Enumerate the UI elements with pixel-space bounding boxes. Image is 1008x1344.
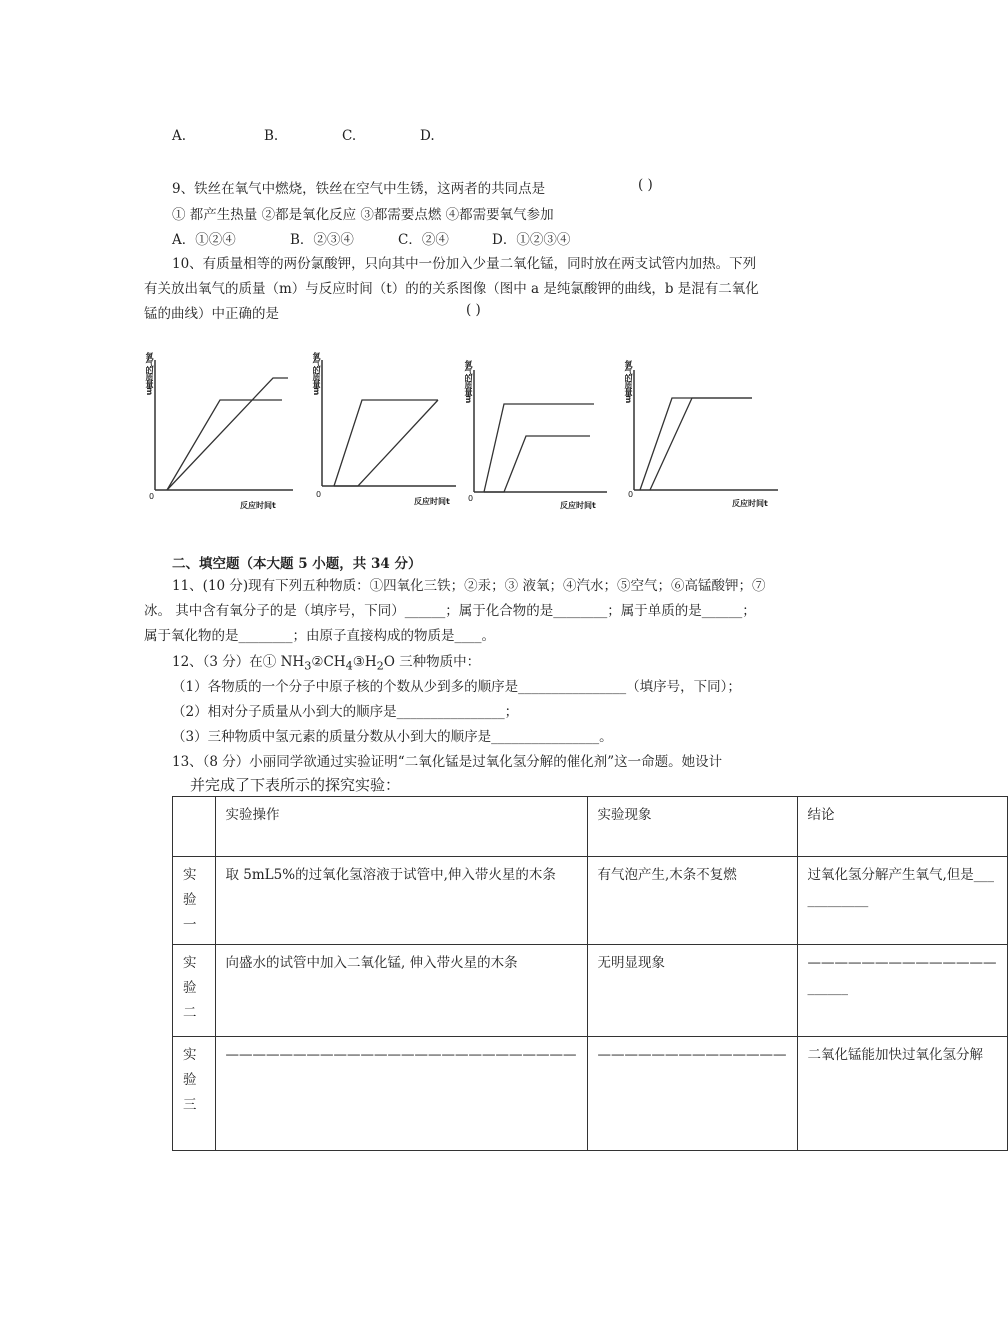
graph-a-curve-a bbox=[167, 378, 288, 490]
graph-c bbox=[462, 350, 612, 515]
graph-b-curve-b bbox=[334, 400, 438, 486]
graph-a-plot bbox=[145, 350, 295, 500]
table-row bbox=[173, 945, 1008, 1037]
q12-line3: （3）三种物质中氢元素的质量分数从小到大的顺序是________________。 bbox=[172, 729, 613, 745]
q9-stem: 9、铁丝在氧气中燃烧，铁丝在空气中生锈，这两者的共同点是 bbox=[172, 181, 546, 197]
table-header-cell: 实验现象 bbox=[587, 797, 797, 857]
graph-b-x-label: 反应时间t bbox=[414, 497, 450, 506]
table-cell: 有气泡产生,木条不复燃 bbox=[587, 857, 797, 945]
graph-b-plot bbox=[312, 350, 462, 500]
table-cell: 取 5mL5%的过氧化氢溶液于试管中,伸入带火星的木条 bbox=[215, 857, 587, 945]
table-row bbox=[173, 1037, 1008, 1151]
graph-d-x-label: 反应时间t bbox=[732, 499, 768, 508]
table-cell: 实 验 一 bbox=[173, 857, 216, 945]
graph-a-origin: 0 bbox=[149, 492, 155, 501]
q13-stem: 13、（8 分）小丽同学欲通过实验证明“二氧化锰是过氧化氢分解的催化剂”这一命题。她设计 bbox=[172, 754, 723, 770]
q12-sub3: 2 bbox=[376, 659, 384, 673]
graph-c-curve-a bbox=[484, 436, 590, 492]
graph-b bbox=[312, 350, 462, 515]
table-header-cell: 实验操作 bbox=[215, 797, 587, 857]
section2-heading: 二、填空题（本大题 5 小题，共 34 分） bbox=[172, 556, 422, 572]
graph-a-curve-b bbox=[167, 400, 282, 490]
table-cell: 实 验 三 bbox=[173, 1037, 216, 1151]
q11-text: 11、(10 分)现有下列五种物质：①四氧化三铁；②汞；③ 液氧；④汽水；⑤空气；⑥高锰酸钾；⑦冰。 其中含有氧分子的是（填序号，下同）______；属于化合物的是________；属于单质的是______；属于氧化物的是________；由原子直接构成的物质是____。 bbox=[144, 578, 766, 644]
q9-option-c: C．②④ bbox=[398, 232, 449, 248]
q12-stem bbox=[172, 650, 480, 673]
q8-option-c: C. bbox=[342, 128, 357, 144]
q12-stem-a: 12、（3 分）在① NH bbox=[172, 654, 305, 670]
graph-d-origin: 0 bbox=[628, 490, 634, 499]
q12-sub1: 3 bbox=[304, 659, 312, 673]
table-cell: 二氧化锰能加快过氧化氢分解 bbox=[797, 1037, 1007, 1151]
q8-option-a: A. bbox=[172, 128, 187, 144]
graph-c-plot bbox=[462, 350, 612, 500]
q12-stem-d: O 三种物质中： bbox=[383, 654, 481, 670]
table-cell: 向盛水的试管中加入二氧化锰, 伸入带火星的木条 bbox=[215, 945, 587, 1037]
graph-c-origin: 0 bbox=[468, 494, 474, 503]
q10-paren: ( ) bbox=[466, 302, 481, 318]
graph-b-origin: 0 bbox=[316, 490, 322, 499]
table-cell: —————————————— bbox=[587, 1037, 797, 1151]
q12-stem-b: ②CH bbox=[311, 654, 346, 670]
q12-sub2: 4 bbox=[345, 659, 353, 673]
q9-option-b: B．②③④ bbox=[290, 232, 354, 248]
q10-stem: 10、有质量相等的两份氯酸钾，只向其中一份加入少量二氧化锰，同时放在两支试管内加热。下列有关放出氧气的质量（m）与反应时间（t）的的关系图像（图中 a 是纯氯酸钾的曲线，b 是混有二氧化锰的曲线）中正确的是 bbox=[144, 256, 759, 322]
graph-b-y-label: 氧气的质量m bbox=[312, 352, 321, 395]
q9-paren: ( ) bbox=[638, 177, 653, 193]
table-cell: —————————————————————————— bbox=[215, 1037, 587, 1151]
q12-stem-c: ③H bbox=[352, 654, 377, 670]
q9-option-d: D．①②③④ bbox=[492, 232, 571, 248]
table-cell: 无明显现象 bbox=[587, 945, 797, 1037]
table-cell: ——————————————______ bbox=[797, 945, 1007, 1037]
graph-a-y-label: 氧气的质量m bbox=[145, 352, 154, 395]
table-header-cell bbox=[173, 797, 216, 857]
graph-d bbox=[622, 350, 782, 515]
q12-line1: （1）各物质的一个分子中原子核的个数从少到多的顺序是________________（填序号，下同）； bbox=[172, 679, 741, 695]
graph-d-plot bbox=[622, 350, 782, 500]
table-row bbox=[173, 857, 1008, 945]
q13-stem2: 并完成了下表所示的探究实验： bbox=[190, 776, 401, 794]
q8-option-d: D. bbox=[420, 128, 435, 144]
q8-option-b: B. bbox=[264, 128, 279, 144]
graph-c-y-label: 氧气的质量m bbox=[464, 360, 473, 403]
q9-option-a: A．①②④ bbox=[172, 232, 236, 248]
graph-c-x-label: 反应时间t bbox=[560, 501, 596, 510]
graph-a-x-label: 反应时间t bbox=[240, 501, 276, 510]
experiment-table bbox=[172, 796, 1008, 1151]
graph-c-curve-b bbox=[484, 404, 594, 492]
q12-line2: （2）相对分子质量从小到大的顺序是________________； bbox=[172, 704, 519, 720]
table-cell: 实 验 二 bbox=[173, 945, 216, 1037]
graph-d-curve-a bbox=[650, 398, 752, 490]
graph-b-curve-a bbox=[334, 400, 438, 486]
q9-items: ① 都产生热量 ②都是氧化反应 ③都需要点燃 ④都需要氧气参加 bbox=[172, 207, 554, 223]
graph-d-y-label: 氧气的质量m bbox=[624, 360, 633, 403]
graph-a bbox=[145, 350, 295, 515]
table-header-row bbox=[173, 797, 1008, 857]
table-cell: 过氧化氢分解产生氧气,但是____________ bbox=[797, 857, 1007, 945]
table-header-cell: 结论 bbox=[797, 797, 1007, 857]
